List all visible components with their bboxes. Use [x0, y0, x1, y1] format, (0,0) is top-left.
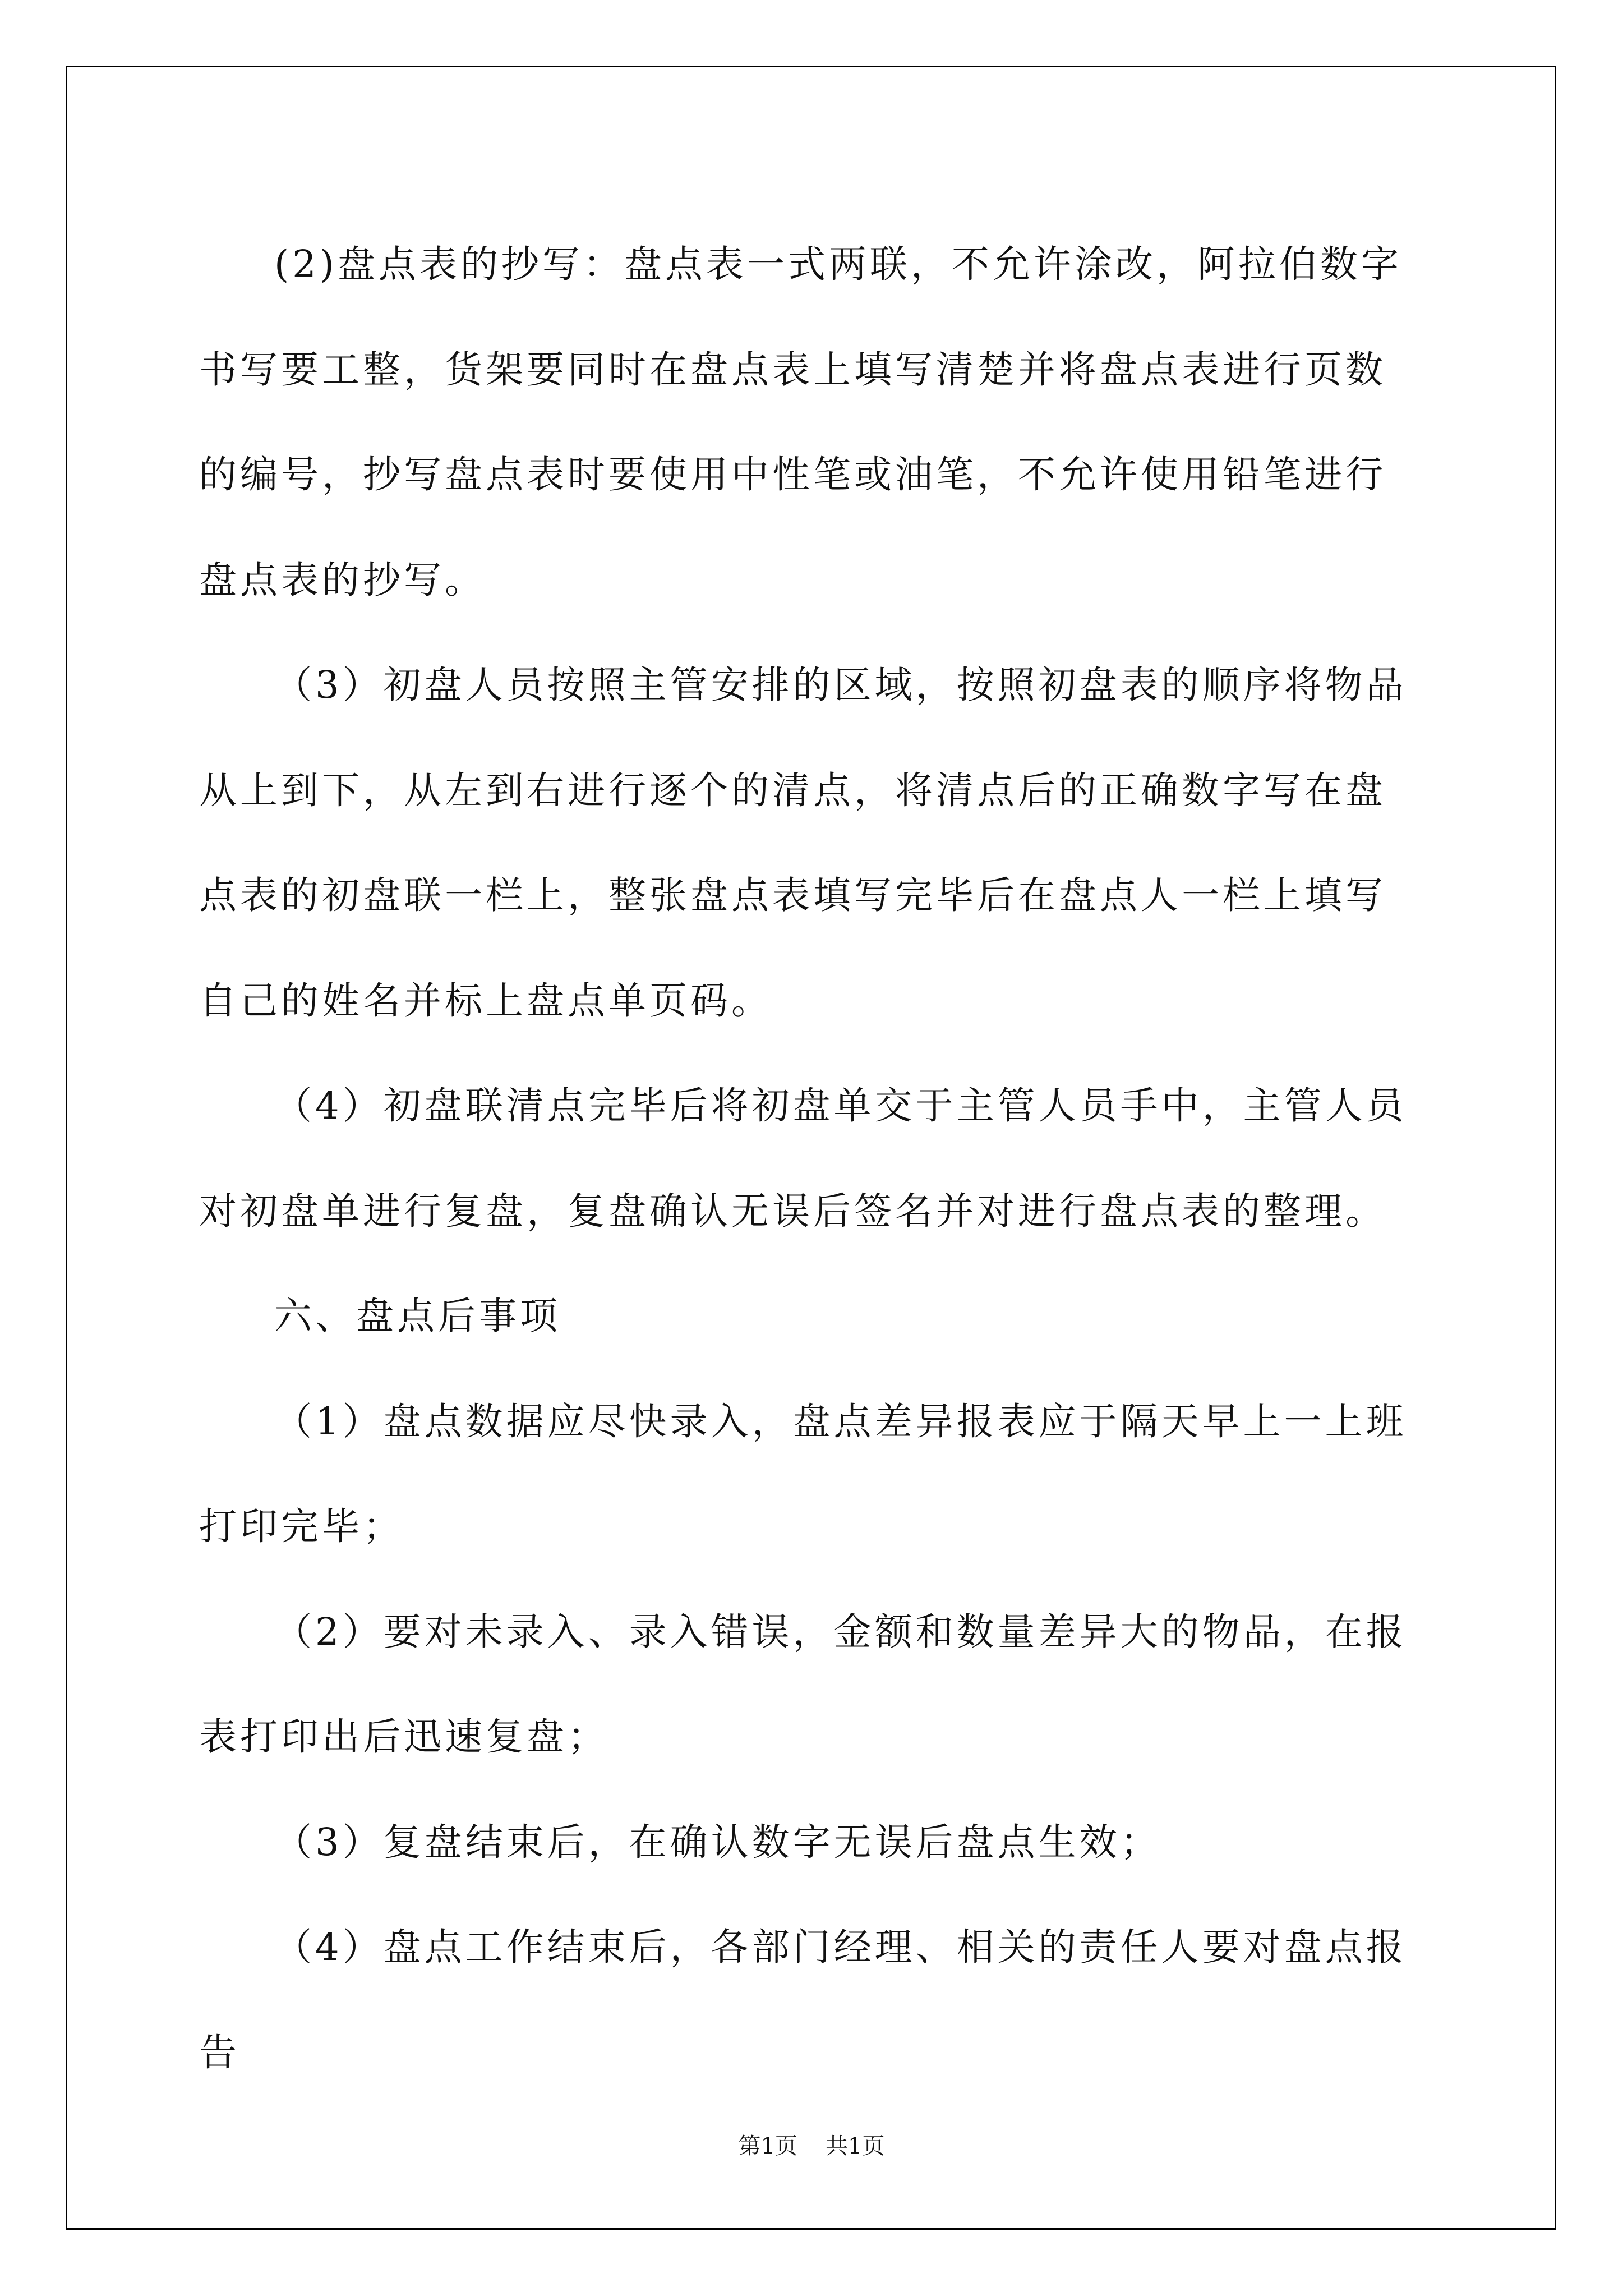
paragraph-recount-complete: （3）复盘结束后，在确认数字无误后盘点生效； — [274, 1820, 1161, 1864]
paragraph-inventory-report: （4）盘点工作结束后，各部门经理、相关的责任人要对盘点报告 — [199, 1925, 1407, 2074]
page-number-total: 共1页 — [826, 2133, 885, 2159]
paragraph-data-entry: （1）盘点数据应尽快录入，盘点差异报表应于隔天早上一上班打印完毕； — [199, 1399, 1407, 1548]
page-footer — [0, 2128, 1623, 2160]
section-heading-post-inventory: 六、盘点后事项 — [274, 1294, 561, 1338]
page-number-current: 第1页 — [738, 2133, 797, 2159]
paragraph-recount: （2）要对未录入、录入错误，金额和数量差异大的物品，在报表打印出后迅速复盘； — [199, 1609, 1407, 1759]
paragraph-initial-count: （3）初盘人员按照主管安排的区域，按照初盘表的顺序将物品从上到下，从左到右进行逐个的清点，将清点后的正确数字写在盘点表的初盘联一栏上，整张盘点表填写完毕后在盘点人一栏上填写自己的姓名并标上盘点单页码。 — [199, 663, 1407, 1023]
document-body — [199, 212, 1424, 2105]
paragraph-initial-count-review: （4）初盘联清点完毕后将初盘单交于主管人员手中，主管人员对初盘单进行复盘，复盘确认无误后签名并对进行盘点表的整理。 — [199, 1084, 1407, 1233]
paragraph-inventory-sheet-copying: (2)盘点表的抄写：盘点表一式两联，不允许涂改，阿拉伯数字书写要工整，货架要同时在盘点表上填写清楚并将盘点表进行页数的编号，抄写盘点表时要使用中性笔或油笔，不允许使用铅笔进行盘点表的抄写。 — [199, 242, 1402, 602]
